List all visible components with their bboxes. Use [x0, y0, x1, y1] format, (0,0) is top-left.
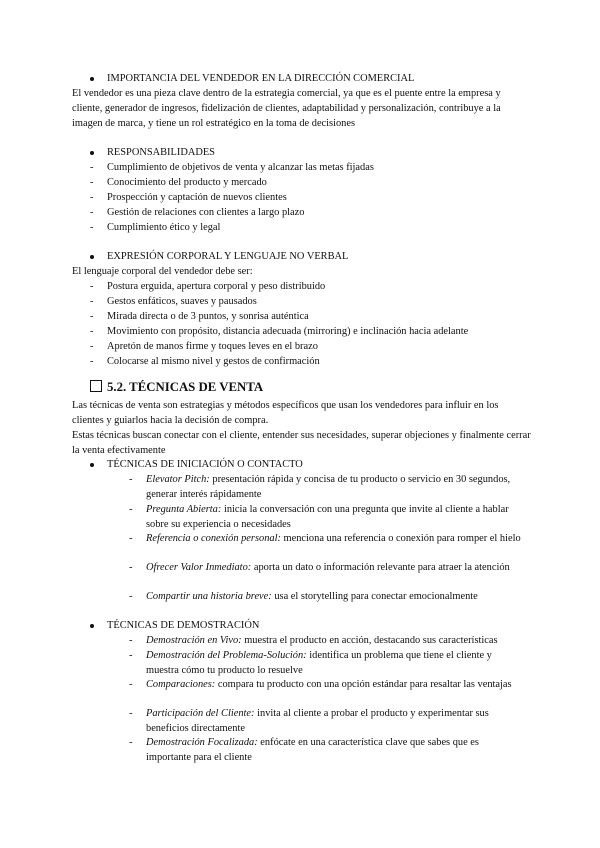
- paragraph-importancia: El vendedor es una pieza clave dentro de la estrategia comercial, ya que es el puente entre la empresa y cliente, generador de ingresos, fidelización de clientes, adaptabilidad y personalización, contribuye a la imagen de marca, y tiene un rol estratégico en la toma de decisiones: [72, 88, 501, 129]
- paragraph-tecnicas-1: Las técnicas de venta son estrategias y métodos específicos que usan los vendedores para influir en los clientes y guiarlos hacia la decisión de compra.: [72, 400, 499, 426]
- bullet-icon: [90, 255, 94, 259]
- bullet-icon: [90, 624, 94, 628]
- paragraph-tecnicas-2: Estas técnicas buscan conectar con el cliente, entender sus necesidades, superar objeciones y finalmente cerrar la venta efectivamente: [72, 430, 531, 456]
- paragraph-intro: El lenguaje corporal del vendedor debe ser:: [72, 266, 253, 277]
- section-title-tecnicas-venta: 5.2. TÉCNICAS DE VENTA: [90, 380, 263, 395]
- checkbox-icon: [90, 380, 102, 392]
- document-page: IMPORTANCIA DEL VENDEDOR EN LA DIRECCIÓN COMERCIAL El vendedor es una pieza clave dentro de la estrategia comercial, ya que es el puente entre la empresa y cliente, generador de ingresos, fidelización de clientes, adaptabilidad y personalización, contribuye a la imagen de marca, y tiene un rol estratégico en la toma de decisiones RESPONSABILIDADES - Cumplimiento de objetivos de venta y alcanzar las metas fijadas - Conocimiento del producto y mercado - Prospección y captación de nuevos clientes - Gestión de relaciones con clientes a largo plazo - Cumplimiento ético y legal EXPRESIÓN CORPORAL Y LENGUAJE NO VERBAL El lenguaje corporal del vendedor debe ser: - Postura erguida, apertura corporal y peso distribuido - Gestos enfáticos, suaves y pausados - Mirada directa o de 3 puntos, y sonrisa auténtica - Movimiento con propósito, distancia adecuada (mirroring) e inclinación hacia adelante - Apretón de manos firme y toques leves en el brazo - Colocarse al mismo nivel y gestos de confirmación 5.2. TÉCNICAS DE VENTA Las técnicas de venta son estrategias y métodos específicos que usan los vendedores para influir en los clientes y guiarlos hacia la decisión de compra. Estas técnicas buscan conectar con el cliente, entender sus necesidades, superar objeciones y finalmente cerrar la venta efectivamente TÉCNICAS DE INICIACIÓN O CONTACTO - Elevator Pitch: presentación rápida y concisa de tu producto o servicio en 30 segundos, generar interés rápidamente - Pregunta Abierta: inicia la conversación con una pregunta que invite al cliente a hablar sobre su experiencia o necesidades - Referencia o conexión personal: menciona una referencia o conexión para romper el hielo - Ofrecer Valor Inmediato: aporta un dato o información relevante para atraer la atención - Compartir una historia breve: usa el storytelling para conectar emocionalmente TÉCNICAS DE DEMOSTRACIÓN - Demostración en Vivo: muestra el producto en acción, destacando sus características - Demostración del Problema-Solución: identifica un problema que tiene el cliente y muestra cómo tu producto lo resuelve - Comparaciones: compara tu producto con una opción estándar para resaltar las ventajas - Participación del Cliente: invita al cliente a probar el producto y experimentar sus beneficios directamente - Demostración Focalizada: enfócate en una característica clave que sabes que es importante para el cliente: [72, 73, 531, 763]
- bullet-icon: [90, 463, 94, 467]
- bullet-icon: [90, 151, 94, 155]
- bullet-icon: [90, 77, 94, 81]
